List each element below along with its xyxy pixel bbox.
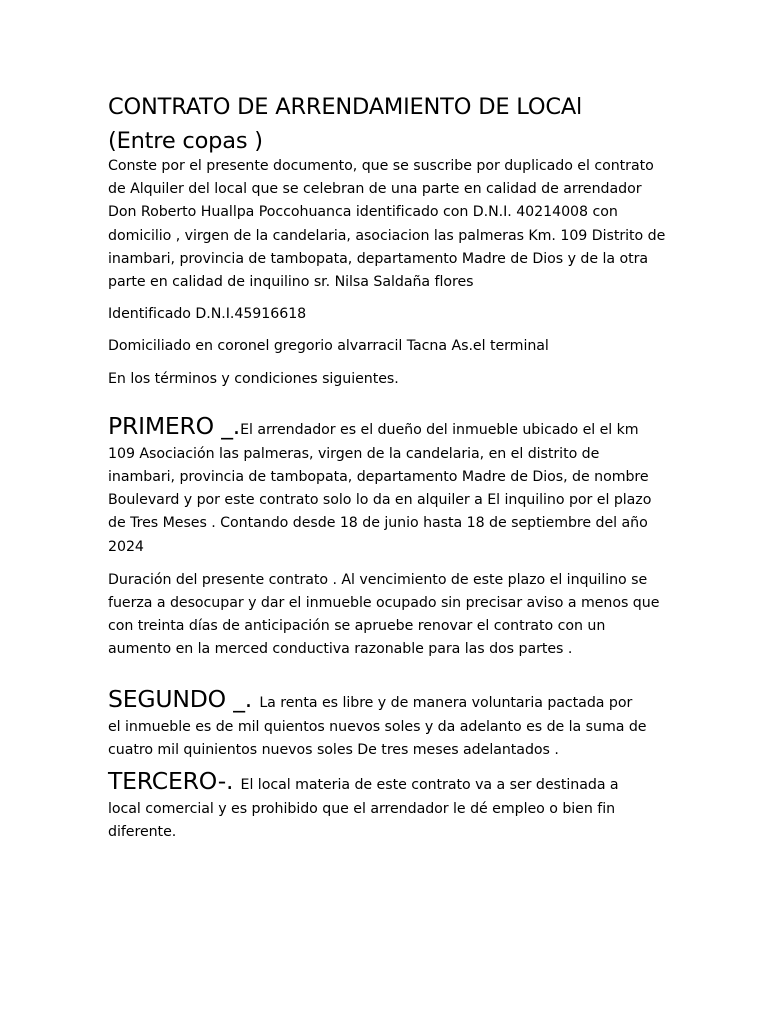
- clause-primero-body: 109 Asociación las palmeras, virgen de la candelaria, en el distrito de inambari, provincia de tambopata, departamento Madre de Dios, de nombre Boulevard y por este contrato solo lo da en alquiler a El inquilino por el plazo de Tres Meses . Contando desde 18 de junio hasta 18 de septiembre del año 2024: [108, 445, 652, 555]
- clause-primero-heading: PRIMERO _.: [108, 411, 241, 440]
- clause-tercero-heading: TERCERO-.: [108, 767, 241, 796]
- identificado-paragraph: Identificado D.N.I.45916618: [108, 306, 307, 323]
- duracion-paragraph: Duración del presente contrato . Al vencimiento de este plazo el inquilino se fuerza a desocupar y dar el inmueble ocupado sin precisar aviso a menos que con treinta días de anticipación se apruebe renovar el contrato con un aumento en la merced conductiva razonable para las dos partes .: [108, 571, 660, 658]
- clause-tercero-lead: El local materia de este contrato va a ser destinada a: [240, 777, 619, 794]
- clause-primero-lead: El arrendador es el dueño del inmueble ubicado el el km: [240, 421, 639, 438]
- document-page: [108, 90, 668, 844]
- clause-segundo-body: el inmueble es de mil quientos nuevos soles y da adelanto es de la suma de cuatro mil quinientos nuevos soles De tres meses adelantados .: [108, 718, 647, 758]
- clause-primero: [108, 409, 668, 559]
- title-line-2: (Entre copas ): [108, 128, 263, 154]
- terminos-paragraph: En los términos y condiciones siguientes.: [108, 370, 399, 387]
- title-line-1: CONTRATO DE ARRENDAMIENTO DE LOCAl: [108, 94, 583, 120]
- clause-segundo-lead: La renta es libre y de manera voluntaria pactada por: [259, 694, 633, 711]
- intro-paragraph: Conste por el presente documento, que se suscribe por duplicado el contrato de Alquiler del local que se celebran de una parte en calidad de arrendador Don Roberto Huallpa Poccohuanca identificado con D.N.I. 40214008 con domicilio , virgen de la candelaria, asociacion las palmeras Km. 109 Distrito de inambari, provincia de tambopata, departamento Madre de Dios y de la otra parte en calidad de inquilino sr. Nilsa Saldaña flores: [108, 158, 666, 291]
- document-title: [108, 90, 668, 158]
- clause-segundo-heading: SEGUNDO _.: [108, 684, 260, 713]
- clause-tercero-body: local comercial y es prohibido que el arrendador le dé empleo o bien fin diferente.: [108, 801, 616, 841]
- domicilio-paragraph: Domiciliado en coronel gregorio alvarracil Tacna As.el terminal: [108, 338, 549, 355]
- clause-tercero: [108, 764, 668, 844]
- clause-segundo: [108, 682, 668, 762]
